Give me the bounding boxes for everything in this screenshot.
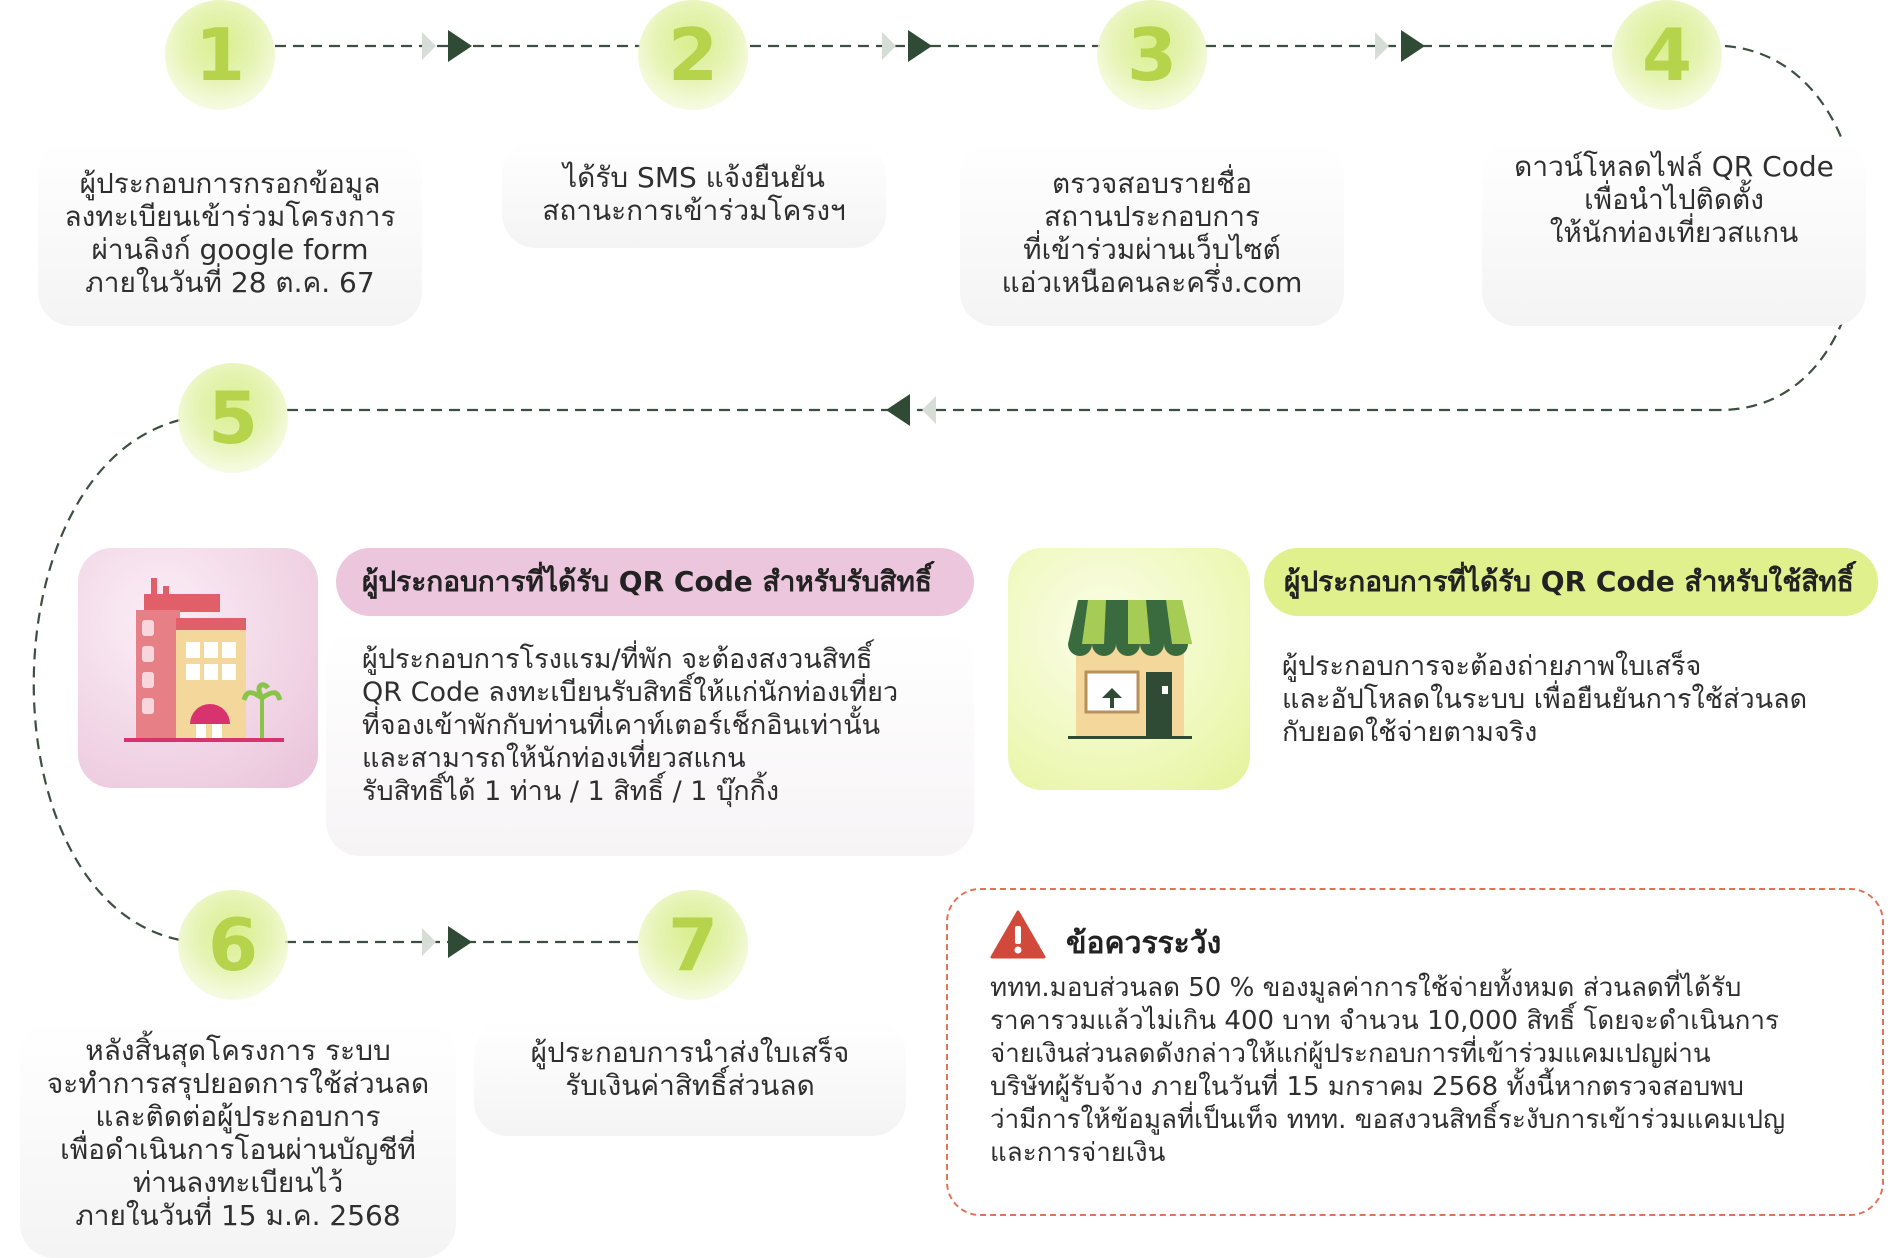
arrow-left-icon [886, 394, 936, 426]
step-badge-3: 3 [1097, 0, 1207, 110]
step-badge-6: 6 [178, 890, 288, 1000]
hotel-building-icon [78, 548, 318, 788]
step-card-1 [38, 140, 422, 326]
step-text-6: หลังสิ้นสุดโครงการ ระบบ จะทำการสรุปยอดการใช้ส่วนลด และติดต่อผู้ประกอบการ เพื่อดำเนินการโอนผ่านบัญชีที่ ท่านลงทะเบียนไว้ ภายในวันที่ 15 ม.ค. 2568 [46, 1034, 430, 1232]
step-badge-7: 7 [638, 890, 748, 1000]
warning-body: ททท.มอบส่วนลด 50 % ของมูลค่าการใช้จ่ายทั้งหมด ส่วนลดที่ได้รับ ราคารวมแล้วไม่เกิน 400 บาท จำนวน 10,000 สิทธิ์ โดยจะดำเนินการ จ่ายเงินส่วนลดดังกล่าวให้แก่ผู้ประกอบการที่เข้าร่วมแคมเปญผ่าน บริษัทผู้รับจ้าง ภายในวันที่ 15 มกราคม 2568 ทั้งนี้หากตรวจสอบพบ ว่ามีการให้ข้อมูลที่เป็นเท็จ ททท. ขอสงวนสิทธิ์ระงับการเข้าร่วมแคมเปญ และการจ่ายเงิน [990, 973, 1786, 1168]
hotel-icon-box [78, 548, 318, 788]
step-card-3 [960, 140, 1344, 326]
step-badge-1: 1 [165, 0, 275, 110]
step-card-7 [474, 1020, 906, 1136]
receive-qr-title: ผู้ประกอบการที่ได้รับ QR Code สำหรับรับสิทธิ์ [362, 565, 933, 598]
step-badge-5: 5 [178, 363, 288, 473]
step-card-4 [1482, 140, 1866, 326]
step-text-3: ตรวจสอบรายชื่อ สถานประกอบการ ที่เข้าร่วมผ่านเว็บไซต์ แอ่วเหนือคนละครึ่ง.com [1001, 167, 1303, 299]
receive-qr-body: ผู้ประกอบการโรงแรม/ที่พัก จะต้องสงวนสิทธิ์ QR Code ลงทะเบียนรับสิทธิ์ให้แก่นักท่องเที่ยว ที่จองเข้าพักกับท่านที่เคาท์เตอร์เช็กอินเท่านั้น และสามารถให้นักท่องเที่ยวสแกน รับสิทธิ์ได้ 1 ท่าน / 1 สิทธิ์ / 1 บุ๊กกิ้ง [362, 644, 899, 807]
step-badge-2: 2 [638, 0, 748, 110]
receive-qr-title-pill [336, 548, 974, 616]
step-card-6 [20, 1020, 456, 1258]
step-badge-4: 4 [1612, 0, 1722, 110]
shop-storefront-icon [1008, 548, 1250, 790]
step-text-2: ได้รับ SMS แจ้งยืนยัน สถานะการเข้าร่วมโครงฯ [542, 161, 846, 227]
arrow-right-icon [1375, 30, 1425, 62]
shop-icon-box [1008, 548, 1250, 790]
step-text-4: ดาวน์โหลดไฟล์ QR Code เพื่อนำไปติดตั้ง ให้นักท่องเที่ยวสแกน [1514, 150, 1834, 249]
step-text-7: ผู้ประกอบการนำส่งใบเสร็จ รับเงินค่าสิทธิ์ส่วนลด [530, 1036, 850, 1102]
step-card-2 [502, 140, 886, 248]
use-qr-title: ผู้ประกอบการที่ได้รับ QR Code สำหรับใช้สิทธิ์ [1284, 565, 1854, 598]
warning-title: ข้อควรระวัง [1066, 926, 1222, 961]
step-text-1: ผู้ประกอบการกรอกข้อมูล ลงทะเบียนเข้าร่วมโครงการ ผ่านลิงก์ google form ภายในวันที่ 28 ต.ค. 67 [64, 167, 396, 299]
arrow-right-icon [882, 30, 932, 62]
use-qr-title-pill [1264, 548, 1878, 616]
use-qr-body: ผู้ประกอบการจะต้องถ่ายภาพใบเสร็จ และอัปโหลดในระบบ เพื่อยืนยันการใช้ส่วนลด กับยอดใช้จ่ายตามจริง [1282, 651, 1808, 748]
warning-triangle-icon [990, 910, 1046, 960]
